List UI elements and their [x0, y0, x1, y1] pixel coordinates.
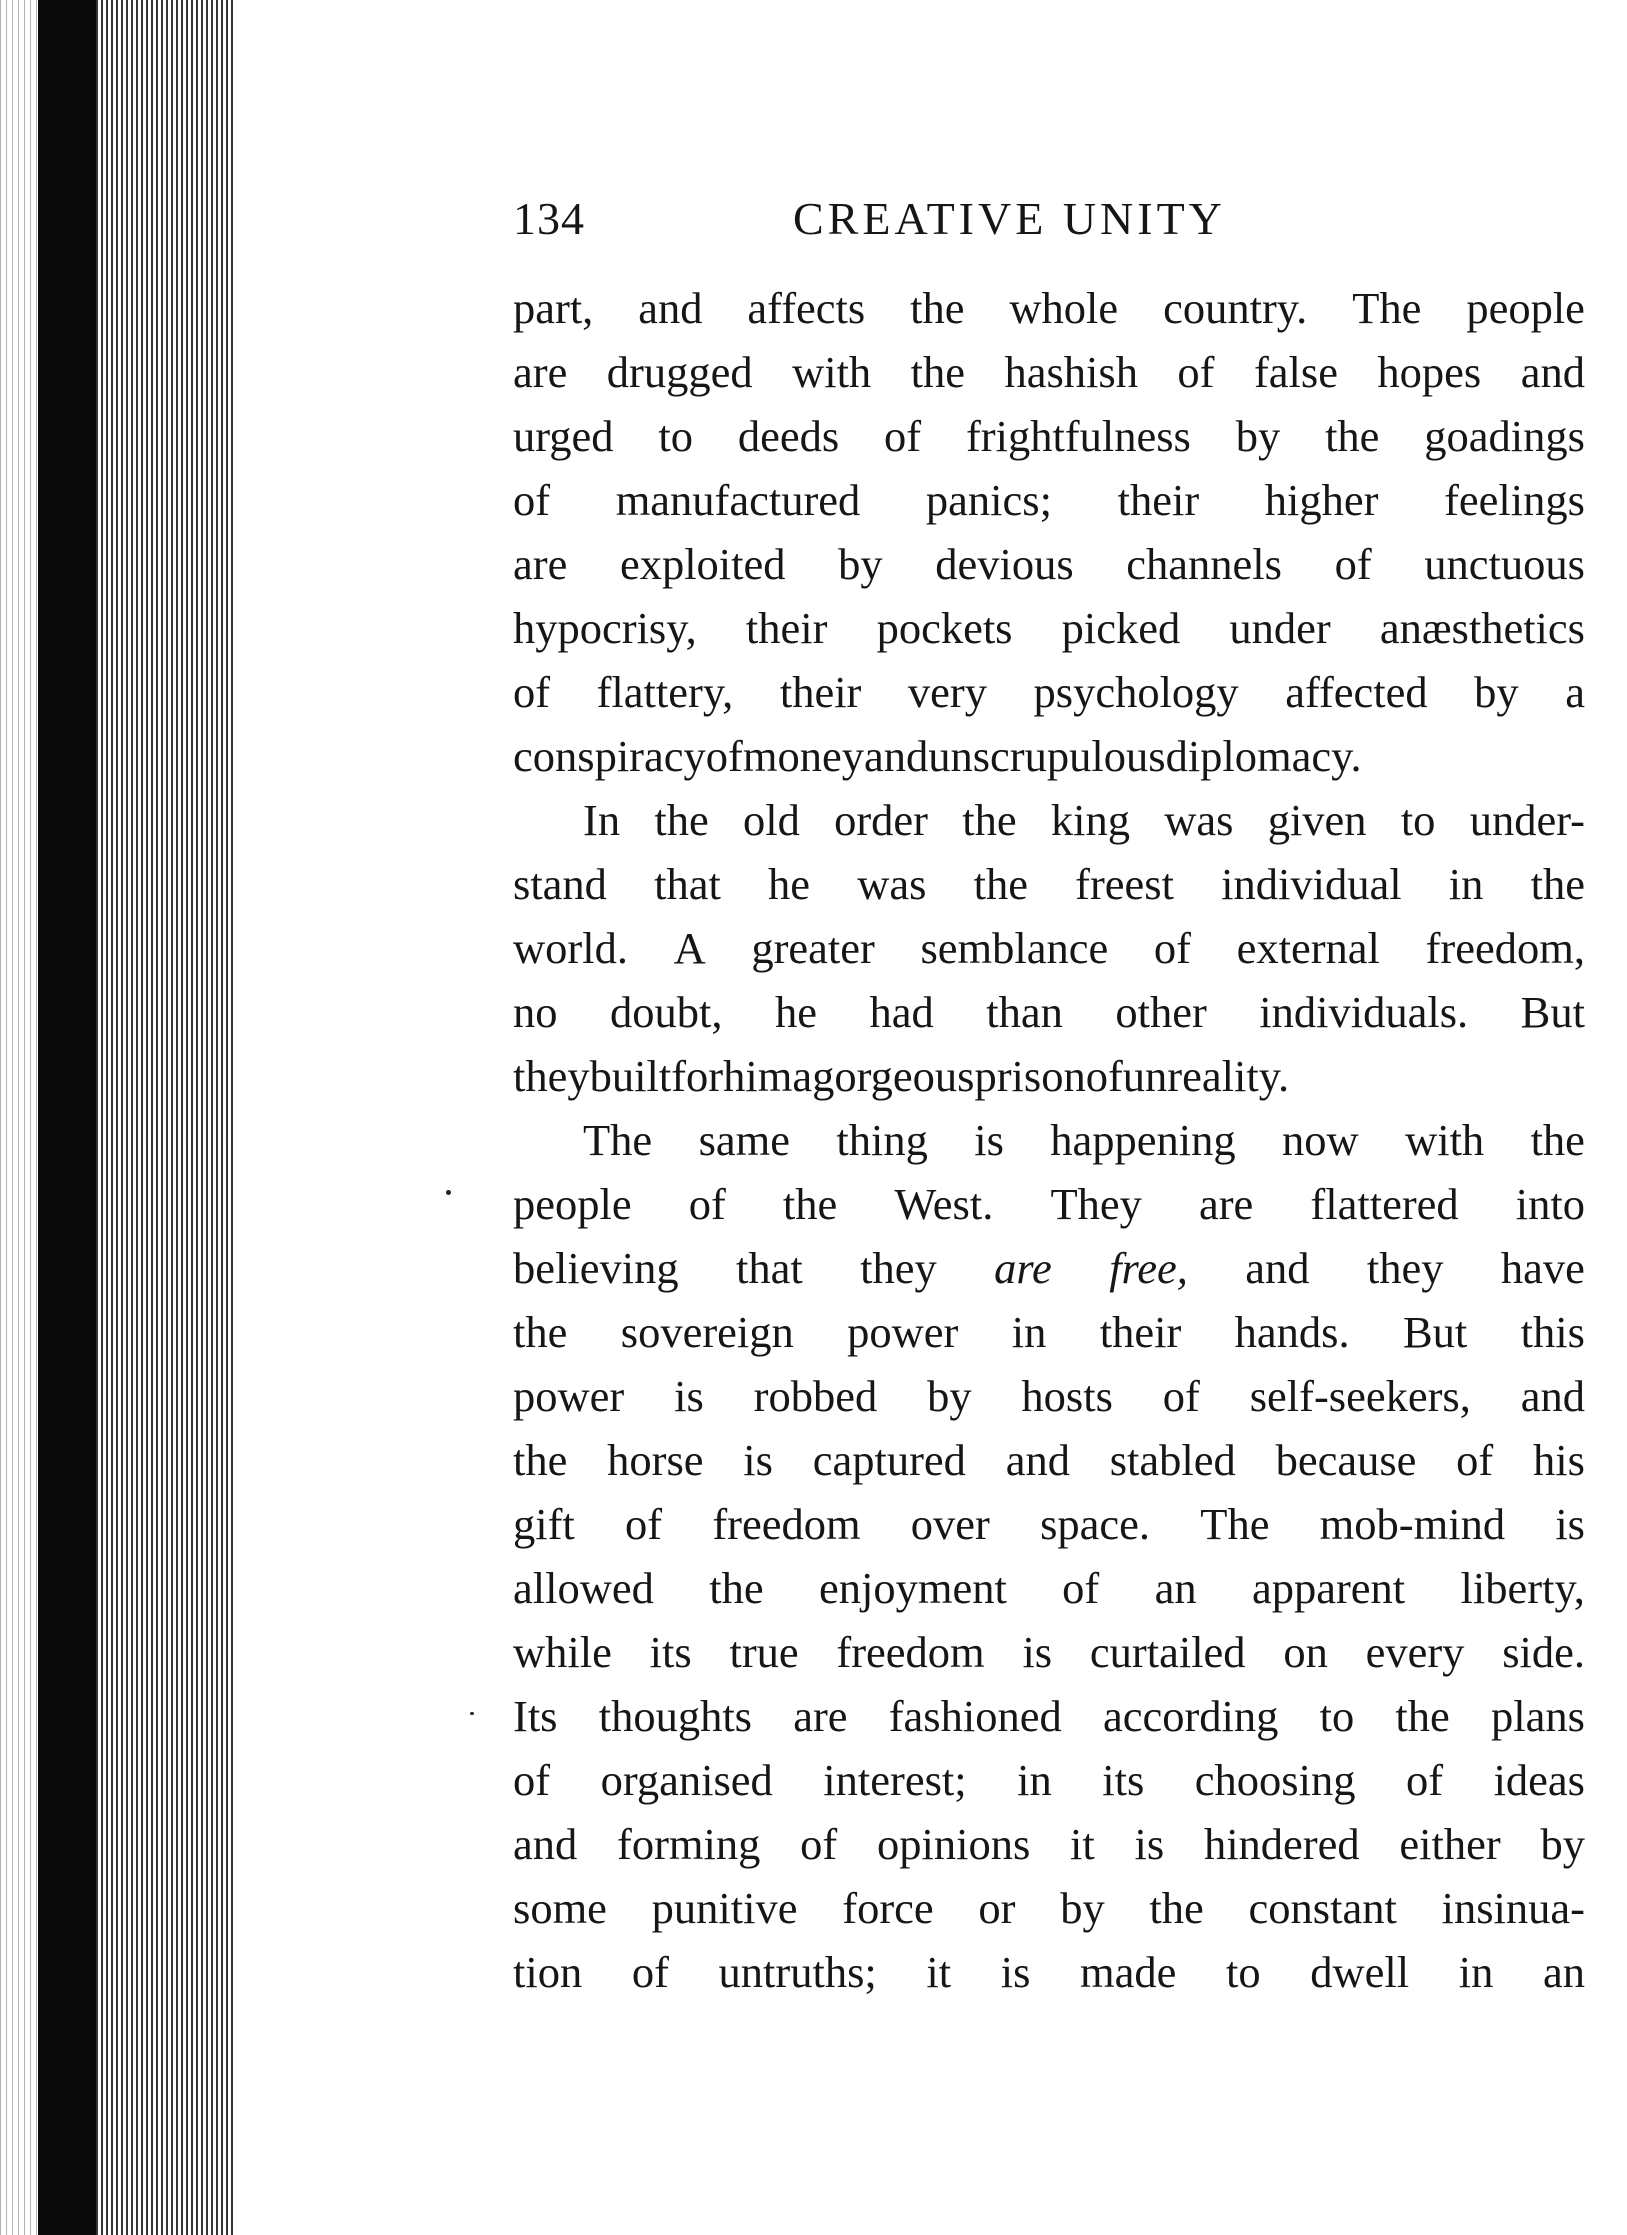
scan-speck — [470, 1712, 474, 1715]
word: insinua- — [1441, 1883, 1585, 1933]
word: is — [1555, 1499, 1585, 1549]
word: enjoyment — [818, 1563, 1007, 1613]
word: the — [1325, 411, 1380, 461]
word: interest; — [823, 1755, 967, 1805]
word: his — [1533, 1435, 1585, 1485]
word: other — [1115, 987, 1207, 1037]
word: goadings — [1424, 411, 1585, 461]
word: old — [742, 795, 800, 845]
word: and — [863, 731, 929, 781]
word: while — [513, 1627, 612, 1677]
word: But — [1520, 987, 1585, 1037]
word: true — [729, 1627, 799, 1677]
word: is — [1022, 1627, 1053, 1677]
word: are — [994, 1243, 1052, 1293]
word: of — [800, 1819, 838, 1869]
word: an — [1154, 1563, 1197, 1613]
word: They — [1050, 1179, 1142, 1229]
book-title: CREATIVE UNITY — [793, 193, 1226, 244]
word: they — [1366, 1243, 1444, 1293]
word: is — [974, 1115, 1004, 1165]
word: dwell — [1310, 1947, 1410, 1997]
word: frightfulness — [965, 411, 1191, 461]
word: its — [649, 1627, 692, 1677]
word: was — [1164, 795, 1234, 845]
word: flattered — [1310, 1179, 1459, 1229]
word: robbed — [753, 1371, 878, 1421]
word: plans — [1491, 1691, 1585, 1741]
word: of — [513, 1755, 551, 1805]
word: is — [743, 1435, 773, 1485]
word: the — [1149, 1883, 1204, 1933]
word: unreality. — [1122, 1051, 1290, 1101]
word: given — [1267, 795, 1367, 845]
word: curtailed — [1089, 1627, 1246, 1677]
word: thoughts — [598, 1691, 752, 1741]
word: thing — [836, 1115, 928, 1165]
word: freedom — [712, 1499, 861, 1549]
word: by — [927, 1371, 972, 1421]
word: world. — [513, 923, 628, 973]
word: of — [631, 1947, 669, 1997]
word: external — [1236, 923, 1380, 973]
word: side. — [1502, 1627, 1585, 1677]
word: the — [513, 1435, 568, 1485]
word: stand — [513, 859, 607, 909]
word: affects — [747, 283, 866, 333]
word: The — [1352, 283, 1422, 333]
word: exploited — [619, 539, 786, 589]
word: the — [910, 283, 965, 333]
word: and — [1005, 1435, 1070, 1485]
word: flattery, — [596, 667, 734, 717]
word: and — [1245, 1243, 1310, 1293]
word: him — [723, 1051, 793, 1101]
text-line — [513, 1812, 1585, 1876]
word: their — [779, 667, 862, 717]
word: or — [978, 1883, 1016, 1933]
paragraph-first-line — [513, 788, 1585, 852]
word: have — [1500, 1243, 1585, 1293]
text-line — [513, 1044, 1585, 1108]
word: to — [1226, 1947, 1261, 1997]
word: horse — [607, 1435, 704, 1485]
word: manufactured — [615, 475, 861, 525]
word: it — [1070, 1819, 1095, 1869]
text-line — [513, 1620, 1585, 1684]
word: punitive — [651, 1883, 798, 1933]
word: greater — [751, 923, 875, 973]
word: king — [1050, 795, 1130, 845]
word: opinions — [876, 1819, 1031, 1869]
word: the — [782, 1179, 838, 1229]
word: made — [1080, 1947, 1177, 1997]
text-line — [513, 276, 1585, 340]
word: people — [513, 1179, 632, 1229]
word: over — [910, 1499, 990, 1549]
word: diplomacy. — [1165, 731, 1362, 781]
word: of — [884, 411, 922, 461]
word: the — [910, 347, 966, 397]
word: every — [1365, 1627, 1465, 1677]
word: same — [698, 1115, 790, 1165]
word: But — [1403, 1307, 1468, 1357]
word: the — [1530, 1115, 1585, 1165]
word: it — [926, 1947, 952, 1997]
word: unctuous — [1424, 539, 1585, 589]
word: happening — [1050, 1115, 1236, 1165]
text-line — [513, 404, 1585, 468]
word: the — [1530, 859, 1585, 909]
text-line — [513, 724, 1585, 788]
word: choosing — [1194, 1755, 1356, 1805]
word: to — [1319, 1691, 1355, 1741]
word: freedom — [836, 1627, 985, 1677]
word: under- — [1469, 795, 1585, 845]
word: very — [907, 667, 987, 717]
word: hindered — [1203, 1819, 1360, 1869]
word: apparent — [1251, 1563, 1406, 1613]
text-line — [513, 532, 1585, 596]
word: constant — [1248, 1883, 1397, 1933]
word: in — [1458, 1947, 1494, 1997]
word: is — [1134, 1819, 1165, 1869]
word: In — [583, 795, 621, 845]
word: money — [742, 731, 864, 781]
word: power — [847, 1307, 959, 1357]
word: panics; — [925, 475, 1052, 525]
word: power — [513, 1371, 625, 1421]
word: The — [1200, 1499, 1270, 1549]
word: false — [1253, 347, 1338, 397]
text-line — [513, 1748, 1585, 1812]
word: tion — [513, 1947, 583, 1997]
word: hashish — [1004, 347, 1138, 397]
text-line — [513, 660, 1585, 724]
text-line — [513, 916, 1585, 980]
word: is — [1000, 1947, 1031, 1997]
word: to — [1400, 795, 1436, 845]
word: force — [842, 1883, 934, 1933]
word: Its — [513, 1691, 558, 1741]
word: the — [709, 1563, 764, 1613]
word: because — [1275, 1435, 1417, 1485]
word: pockets — [876, 603, 1013, 653]
word: by — [1474, 667, 1519, 717]
word: are — [793, 1691, 848, 1741]
word: fashioned — [888, 1691, 1062, 1741]
word: free, — [1109, 1243, 1188, 1293]
word: anæsthetics — [1379, 603, 1585, 653]
word: of — [1062, 1563, 1100, 1613]
word: of — [625, 1499, 663, 1549]
word: the — [1395, 1691, 1450, 1741]
word: doubt, — [609, 987, 723, 1037]
word: now — [1282, 1115, 1359, 1165]
word: into — [1515, 1179, 1585, 1229]
word: in — [1011, 1307, 1047, 1357]
word: no — [513, 987, 558, 1037]
word: hosts — [1021, 1371, 1113, 1421]
word: channels — [1126, 539, 1282, 589]
word: of — [1085, 1051, 1123, 1101]
word: and — [638, 283, 703, 333]
text-line — [513, 1172, 1585, 1236]
word: allowed — [513, 1563, 654, 1613]
word: The — [583, 1115, 653, 1165]
word: freest — [1075, 859, 1174, 909]
word: are — [1198, 1179, 1254, 1229]
word: on — [1283, 1627, 1328, 1677]
word: affected — [1285, 667, 1428, 717]
word: for — [671, 1051, 724, 1101]
word: untruths; — [718, 1947, 877, 1997]
word: of — [1405, 1755, 1444, 1805]
word: individuals. — [1259, 987, 1469, 1037]
word: of — [688, 1179, 726, 1229]
word: semblance — [920, 923, 1109, 973]
word: that — [735, 1243, 803, 1293]
word: the — [973, 859, 1028, 909]
word: its — [1102, 1755, 1145, 1805]
word: their — [1117, 475, 1200, 525]
word: and — [1520, 1371, 1585, 1421]
word: space. — [1040, 1499, 1151, 1549]
binding-edge-lines — [96, 0, 236, 2235]
word: forming — [617, 1819, 761, 1869]
word: than — [986, 987, 1063, 1037]
word: built — [589, 1051, 672, 1101]
word: and — [1520, 347, 1585, 397]
word: was — [857, 859, 927, 909]
word: in — [1017, 1755, 1052, 1805]
word: hopes — [1377, 347, 1482, 397]
body-text — [513, 276, 1585, 2004]
word: a — [1565, 667, 1585, 717]
scan-speck — [446, 1190, 451, 1195]
text-line — [513, 1236, 1585, 1300]
text-line — [513, 1300, 1585, 1364]
word: stabled — [1109, 1435, 1236, 1485]
word: A — [673, 923, 706, 973]
word: they — [513, 1051, 590, 1101]
word: drugged — [606, 347, 753, 397]
word: self-seekers, — [1249, 1371, 1471, 1421]
binding-edge-fade — [0, 0, 38, 2235]
word: feelings — [1444, 475, 1585, 525]
word: this — [1520, 1307, 1585, 1357]
word: freedom, — [1425, 923, 1585, 973]
word: hypocrisy, — [513, 603, 697, 653]
word: had — [869, 987, 934, 1037]
word: either — [1399, 1819, 1501, 1869]
word: organised — [600, 1755, 773, 1805]
word: whole — [1009, 283, 1119, 333]
word: under — [1229, 603, 1331, 653]
word: gift — [513, 1499, 575, 1549]
word: according — [1102, 1691, 1279, 1741]
word: of — [1153, 923, 1191, 973]
word: in — [1448, 859, 1484, 909]
word: country. — [1163, 283, 1308, 333]
word: that — [654, 859, 721, 909]
page-number: 134 — [513, 193, 585, 244]
word: an — [1542, 1947, 1585, 1997]
word: he — [768, 859, 811, 909]
word: are — [513, 539, 568, 589]
word: by — [1540, 1819, 1585, 1869]
word: ideas — [1493, 1755, 1585, 1805]
word: with — [1405, 1115, 1485, 1165]
word: urged — [513, 411, 614, 461]
word: some — [513, 1883, 607, 1933]
text-line — [513, 340, 1585, 404]
word: order — [834, 795, 928, 845]
word: their — [745, 603, 828, 653]
word: devious — [935, 539, 1074, 589]
word: he — [774, 987, 817, 1037]
word: of — [513, 667, 551, 717]
text-line — [513, 980, 1585, 1044]
word: of — [1456, 1435, 1494, 1485]
text-line — [513, 1940, 1585, 2004]
word: the — [654, 795, 709, 845]
word: hands. — [1234, 1307, 1350, 1357]
word: of — [1162, 1371, 1200, 1421]
word: higher — [1264, 475, 1379, 525]
word: by — [1235, 411, 1281, 461]
word: a — [792, 1051, 813, 1101]
word: believing — [513, 1243, 679, 1293]
text-line — [513, 1876, 1585, 1940]
binding-edge-shadow — [38, 0, 96, 2235]
word: mob-mind — [1319, 1499, 1506, 1549]
word: people — [1466, 283, 1585, 333]
word: part, — [513, 283, 594, 333]
text-line — [513, 1364, 1585, 1428]
text-line — [513, 1684, 1585, 1748]
word: psychology — [1033, 667, 1239, 717]
word: is — [674, 1371, 704, 1421]
word: with — [792, 347, 872, 397]
running-head — [513, 192, 1588, 252]
word: unscrupulous — [928, 731, 1166, 781]
text-line — [513, 1492, 1585, 1556]
text-line — [513, 1428, 1585, 1492]
word: picked — [1061, 603, 1181, 653]
text-line — [513, 596, 1585, 660]
word: gorgeous — [812, 1051, 975, 1101]
word: of — [705, 731, 743, 781]
word: their — [1099, 1307, 1182, 1357]
word: prison — [974, 1051, 1086, 1101]
text-line — [513, 1556, 1585, 1620]
text-line — [513, 852, 1585, 916]
word: the — [962, 795, 1017, 845]
word: the — [513, 1307, 568, 1357]
word: captured — [812, 1435, 966, 1485]
word: by — [1060, 1883, 1105, 1933]
word: by — [838, 539, 883, 589]
word: sovereign — [620, 1307, 794, 1357]
word: West. — [894, 1179, 994, 1229]
text-line — [513, 468, 1585, 532]
word: deeds — [737, 411, 840, 461]
word: conspiracy — [513, 731, 706, 781]
word: they — [860, 1243, 937, 1293]
word: liberty, — [1460, 1563, 1585, 1613]
paragraph-first-line — [513, 1108, 1585, 1172]
word: of — [1177, 347, 1215, 397]
word: to — [658, 411, 693, 461]
word: of — [1334, 539, 1372, 589]
word: and — [513, 1819, 578, 1869]
word: individual — [1221, 859, 1402, 909]
word: are — [513, 347, 568, 397]
word: of — [513, 475, 551, 525]
